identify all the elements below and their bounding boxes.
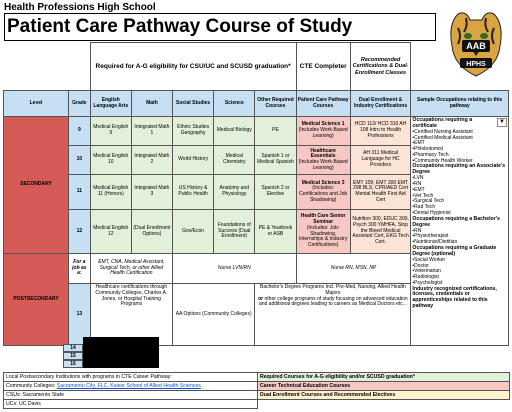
pathway-cell bbox=[296, 175, 350, 210]
occ-item: • Psychologist bbox=[412, 281, 507, 287]
english-cell: Medical English 9 bbox=[90, 117, 131, 146]
occ-item: • Certified Medical Assistant bbox=[412, 136, 507, 142]
cc-link[interactable]: Sacramento City, FLC, Kaiser School of Allied Health Sciences bbox=[56, 383, 201, 389]
other-cell: Spanish 1 or Medical Spanish bbox=[255, 146, 296, 175]
occ-item: • Vet Tech bbox=[412, 194, 507, 200]
col-pathway: Patient Care Pathway Courses bbox=[296, 91, 350, 117]
col-social: Social Studies bbox=[173, 91, 214, 117]
col-occupations: Sample Occupations relating to this pathway bbox=[411, 91, 509, 117]
pathway-cell bbox=[296, 210, 350, 254]
col-science: Science bbox=[214, 91, 255, 117]
grade-14: 14 bbox=[63, 344, 83, 352]
social-cell: Gov/Econ bbox=[173, 210, 214, 254]
science-cell: Anatomy and Physiology bbox=[214, 175, 255, 210]
math-cell: Integrated Math 2 bbox=[131, 146, 172, 175]
english-cell: Medical English 12 bbox=[90, 210, 131, 254]
pathway-title: Medical Science 1 bbox=[301, 121, 345, 128]
occ-item: • Rad Tech bbox=[412, 205, 507, 211]
occ-item: • Certified Nursing Assistant bbox=[412, 130, 507, 136]
pathway-desc: (Includes Work-Based Learning) bbox=[298, 127, 348, 139]
other-cell: Spanish 2 or Elective bbox=[255, 175, 296, 210]
logo-text-top: AAB bbox=[466, 41, 486, 51]
grade-cell: 9 bbox=[69, 117, 91, 146]
occ-item: • Dental Hygienist bbox=[412, 211, 507, 217]
occ-item: • EMT bbox=[412, 141, 507, 147]
pathway-desc: (Includes: Job-Shadowing, Internships & Industry Certifications) bbox=[298, 224, 348, 248]
other-cell: PE bbox=[255, 117, 296, 146]
occ-item: • Surgical Tech bbox=[412, 199, 507, 205]
job-label: For a job as a: bbox=[69, 254, 91, 284]
social-cell: Ethnic Studies Geography bbox=[173, 117, 214, 146]
requirements-header: Required for A-G eligibility for CSU/UC and SCUSD graduation* bbox=[90, 43, 296, 91]
occ-heading: Occupations requiring a Graduate Degree (optional) bbox=[412, 244, 497, 257]
occ-item: • Pharmacy Tech. bbox=[412, 153, 507, 159]
job-certificate: EMT, CNA, Medical Assistant, Surgical Tech, or other Allied Health Certification bbox=[90, 254, 172, 284]
cte-header: CTE Completer bbox=[296, 43, 350, 91]
legend-required: Required Courses for A-G eligibility and/or SCUSD graduation* bbox=[258, 373, 510, 382]
footer-table bbox=[3, 372, 510, 409]
other-cell: PE & Yearbook or ASB bbox=[255, 210, 296, 254]
dropdown-icon[interactable]: ▼ bbox=[499, 119, 505, 125]
cc-label: Community Colleges: bbox=[6, 383, 56, 389]
grade-cell: 11 bbox=[69, 175, 91, 210]
col-other: Other Required Courses bbox=[255, 91, 296, 117]
col-english: English Language Arts bbox=[90, 91, 131, 117]
occ-item: • LVN bbox=[412, 176, 507, 182]
occ-item: • Phlebotomist bbox=[412, 147, 507, 153]
math-cell: Integrated Math 3 bbox=[131, 175, 172, 210]
logo-text-bottom: HPHS bbox=[466, 61, 486, 68]
occ-item: • EMT bbox=[412, 188, 507, 194]
course-table bbox=[3, 42, 509, 346]
grade-16: 16 bbox=[63, 360, 83, 368]
pathway-cell bbox=[296, 117, 350, 146]
occ-item: • RN bbox=[412, 229, 507, 235]
math-cell: (Dual Enrollment Options) bbox=[131, 210, 172, 254]
bachelor-programs bbox=[255, 284, 411, 346]
occ-item: • Nutritionist/Dietitian bbox=[412, 240, 507, 246]
occ-item: • Doctor bbox=[412, 264, 507, 270]
certs-header: Recommended Certifications & Dual-Enrollment Classes bbox=[350, 43, 411, 91]
english-cell: Medical English 10 bbox=[90, 146, 131, 175]
school-name: Health Professions High School bbox=[4, 2, 156, 13]
dual-cell: HCD 113/ HCD 310 AH 108 Intro to Health Professions bbox=[350, 117, 411, 146]
secondary-label: SECONDARY bbox=[4, 117, 69, 254]
job-nurse-lvn: Nurse LVN/RN bbox=[173, 254, 297, 284]
col-dual: Dual Enrollment & Industry Certifications bbox=[350, 91, 411, 117]
pathway-desc: (Includes: Certifications and Job Shadowing) bbox=[299, 185, 348, 203]
pathway-title: Health Care Senior Seminar bbox=[300, 213, 346, 225]
local-institutions: Local Postsecondary Institutions with programs in CTE Career Pathway: bbox=[4, 373, 258, 382]
aa-options: AA Options (Community Colleges) bbox=[173, 284, 255, 346]
bachelor-title: Bachelor's Degree Programs Incl. Pre-Med, Nursing, Allied Health Majors bbox=[260, 284, 406, 296]
dual-cell: AH 311 Medical Language for HC Providers bbox=[350, 146, 411, 175]
postsecondary-label: POSTSECONDARY bbox=[4, 254, 69, 346]
col-math: Math bbox=[131, 91, 172, 117]
community-colleges bbox=[4, 382, 258, 391]
uc-row: UCs: UC Davis bbox=[4, 400, 258, 409]
blackout-block bbox=[83, 337, 159, 368]
science-cell: Medical Chemistry bbox=[214, 146, 255, 175]
bachelor-or: or bbox=[258, 295, 264, 302]
col-level: Level bbox=[4, 91, 69, 117]
science-cell: Medical Biology bbox=[214, 117, 255, 146]
grade-13: 13 bbox=[69, 284, 91, 346]
occ-item: • Veterinarian bbox=[412, 269, 507, 275]
dual-cell: Nutrition 300, EDUC 300, Psych 300 YMHFA, Stop the Bleed Medical Assistant Cert, EKG Tech Cert. bbox=[350, 210, 411, 254]
pathway-desc: (Includes Work-Based Learning) bbox=[298, 159, 348, 171]
math-cell: Integrated Math 1 bbox=[131, 117, 172, 146]
college-certifications: Healthcare certifications through Community Colleges, Charles A. Jones, or Hospital Training Programs bbox=[90, 284, 172, 346]
occ-heading: Occupations requiring a certificate bbox=[412, 117, 473, 129]
occ-item: • Radiologist bbox=[412, 275, 507, 281]
occ-item: • RN bbox=[412, 182, 507, 188]
col-grade: Grade bbox=[69, 91, 91, 117]
csu-row: CSUs: Sacramento State bbox=[4, 391, 258, 400]
occ-item: • Community Health Worker bbox=[412, 159, 507, 165]
grade-cell: 10 bbox=[69, 146, 91, 175]
social-cell: US History & Public Health bbox=[173, 175, 214, 210]
science-cell: Foundations of Success (Dual Enrollment) bbox=[214, 210, 255, 254]
grade-15: 15 bbox=[63, 352, 83, 360]
occ-heading: Occupations requiring a Bachelor's Degree bbox=[412, 215, 500, 228]
pathway-cell bbox=[296, 146, 350, 175]
occ-item: • Physiotherapist bbox=[412, 234, 507, 240]
occ-heading: Occupations requiring an Associate's Degree bbox=[412, 163, 506, 176]
legend-dual: Dual Enrollment Courses and Recommended Electives bbox=[258, 391, 510, 400]
english-cell: Medical English 11 (Honors) bbox=[90, 175, 131, 210]
occ-note: Industry recognized certifications, licenses, credentials or apprenticeships related to this pathway bbox=[412, 285, 497, 310]
occupations-cell bbox=[411, 117, 509, 346]
page-title: Patient Care Pathway Course of Study bbox=[4, 13, 436, 41]
bachelor-more: other college programs of study focusing on advanced education and additional degrees leading to careers as Medical Doctors etc... bbox=[258, 295, 408, 308]
social-cell: World History bbox=[173, 146, 214, 175]
job-nurse-rn: Nurse RN, MSN, NP bbox=[296, 254, 411, 284]
dual-cell: EMT 109, EMT 300 EMT 298 BLS, CPR/AED Cert Mental Health First Aid Cert bbox=[350, 175, 411, 210]
occ-item: • Social Worker bbox=[412, 258, 507, 264]
pathway-title: Medical Science 3 bbox=[301, 179, 345, 186]
grade-cell: 12 bbox=[69, 210, 91, 254]
pathway-title: Healthcare Essentials bbox=[310, 147, 336, 160]
legend-cte: Career Technical Education Courses bbox=[258, 382, 510, 391]
